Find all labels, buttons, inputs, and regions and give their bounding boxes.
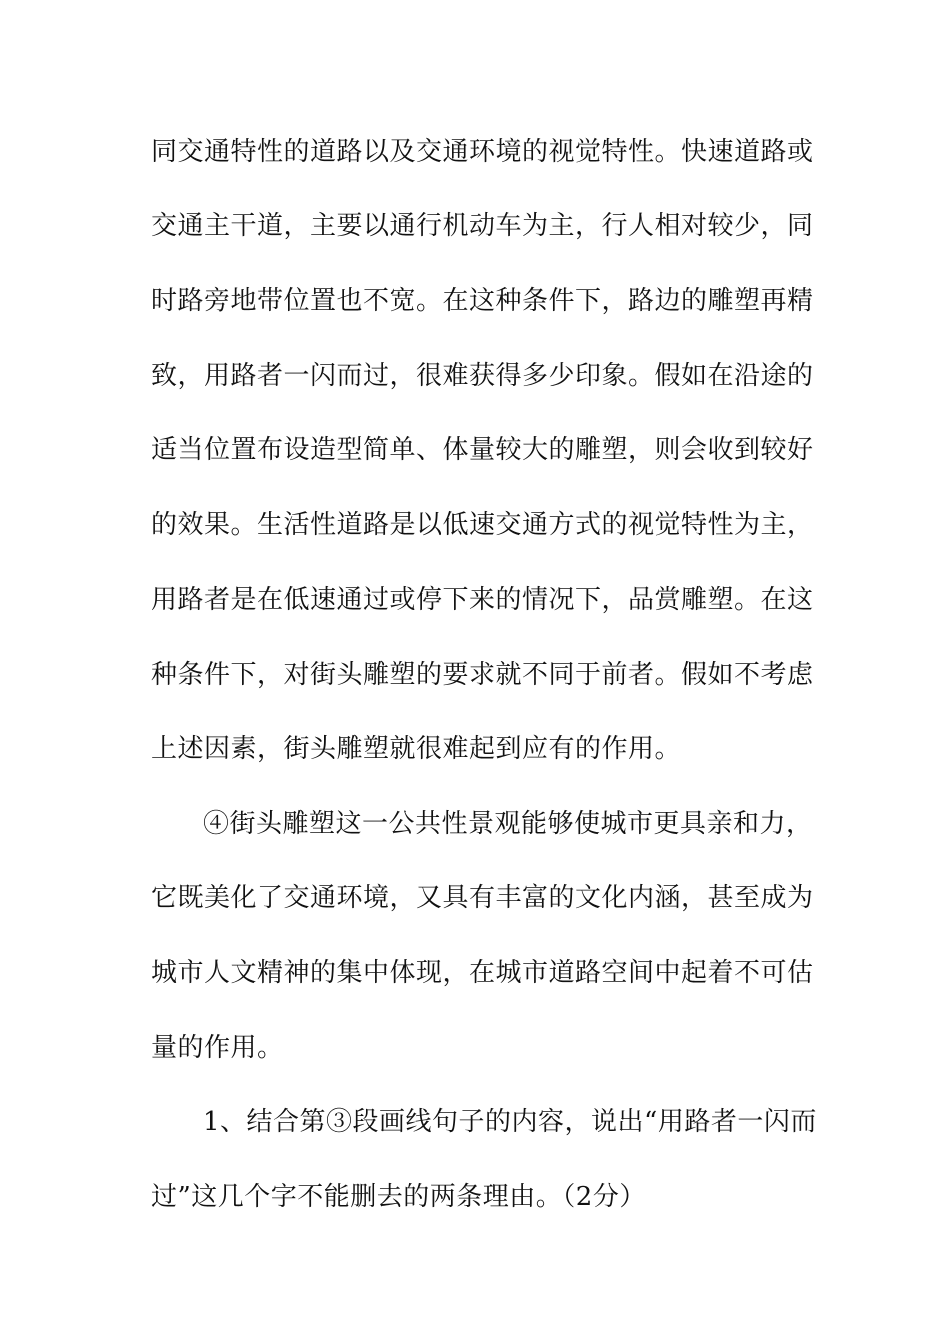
text-line: 时路旁地带位置也不宽。在这种条件下，路边的雕塑再精 [151,286,814,316]
text-line: 交通主干道，主要以通行机动车为主，行人相对较少，同 [151,211,814,241]
paragraph-start-line: ④街头雕塑这一公共性景观能够使城市更具亲和力， [203,809,813,839]
text-line: 上述因素，街头雕塑就很难起到应有的作用。 [151,734,682,764]
text-line: 致，用路者一闪而过，很难获得多少印象。假如在沿途的 [151,361,814,391]
text-line: 同交通特性的道路以及交通环境的视觉特性。快速道路或 [151,137,814,167]
text-line: 的效果。生活性道路是以低速交通方式的视觉特性为主， [151,510,814,540]
text-line: 用路者是在低速通过或停下来的情况下，品赏雕塑。在这 [151,585,814,615]
text-line: 种条件下，对街头雕塑的要求就不同于前者。假如不考虑 [151,660,814,690]
text-line: 量的作用。 [151,1033,284,1063]
question-line: 过”这几个字不能删去的两条理由。（2分） [151,1182,646,1212]
text-line: 它既美化了交通环境，又具有丰富的文化内涵，甚至成为 [151,883,814,913]
question-line: 1、结合第③段画线句子的内容，说出“用路者一闪而 [203,1107,817,1137]
text-line: 适当位置布设造型简单、体量较大的雕塑，则会收到较好 [151,435,814,465]
text-line: 城市人文精神的集中体现，在城市道路空间中起着不可估 [151,958,814,988]
